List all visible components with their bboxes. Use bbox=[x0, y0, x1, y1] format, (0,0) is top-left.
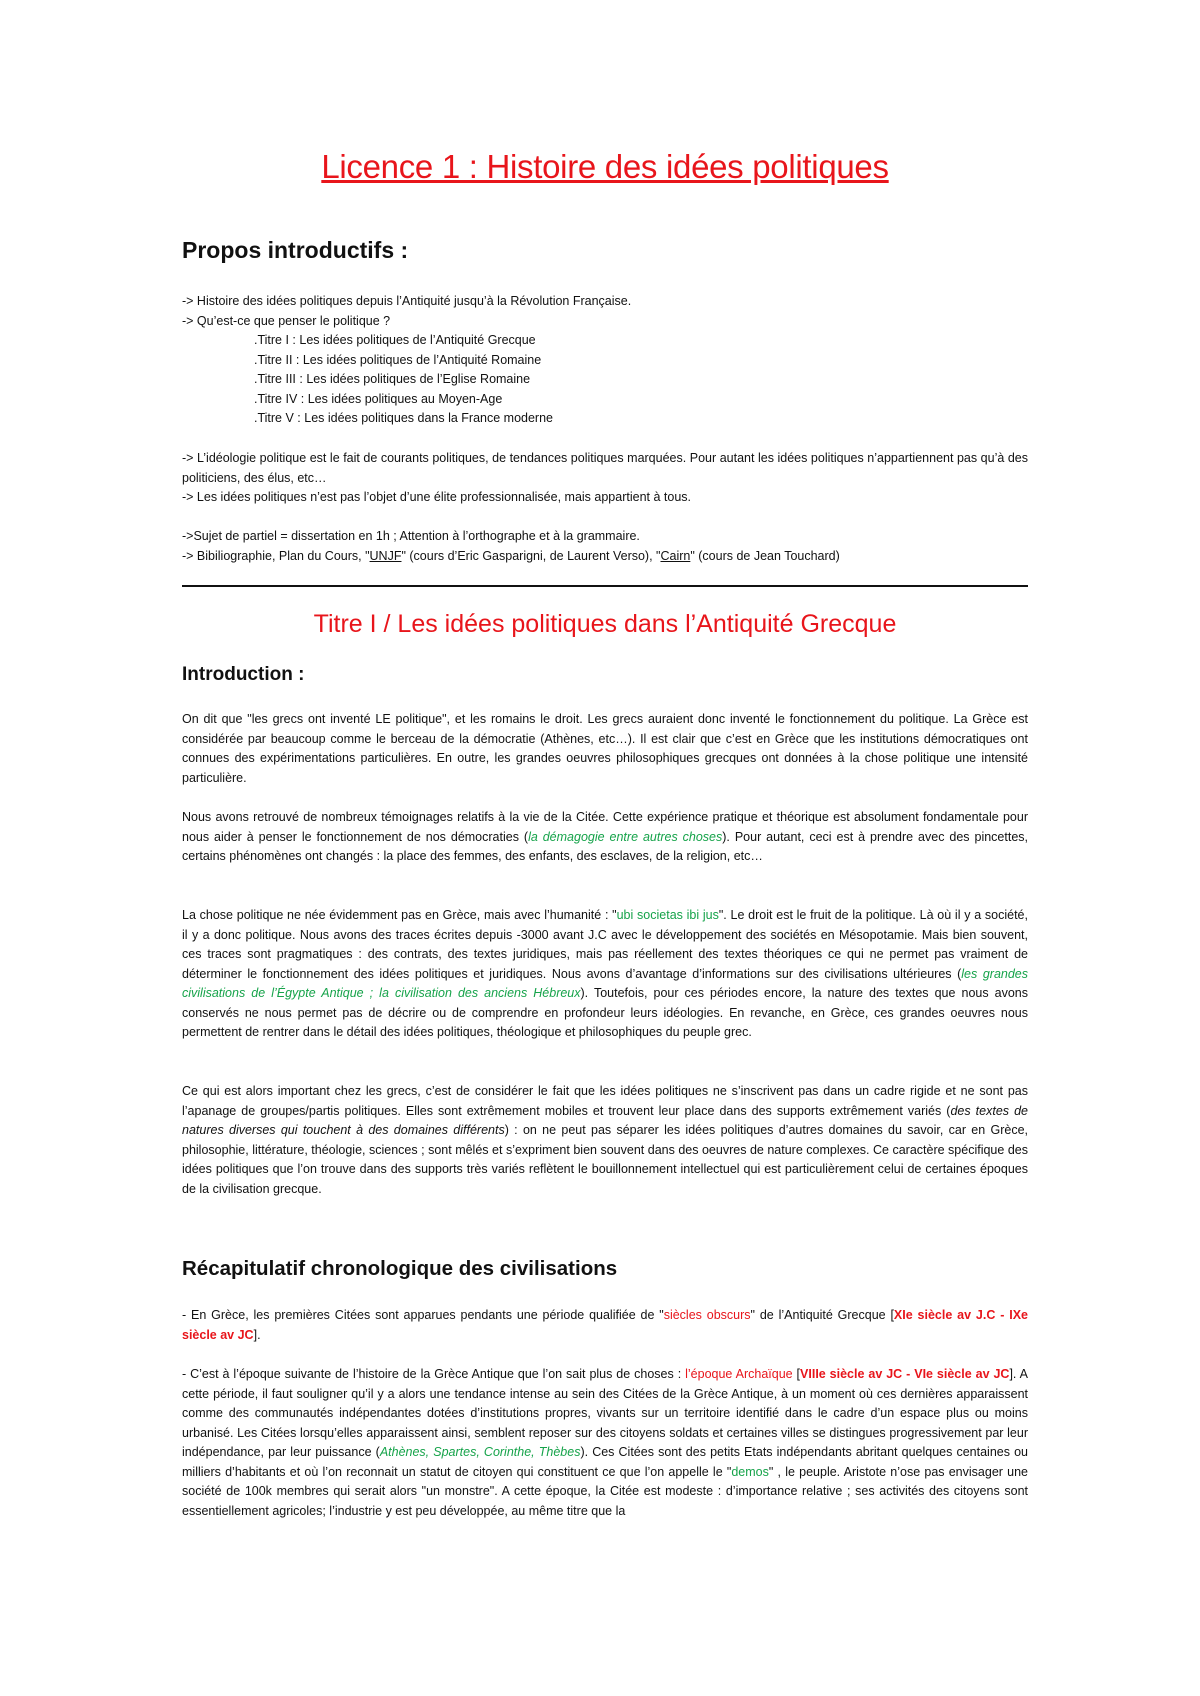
ideologie-block bbox=[182, 449, 1028, 508]
recap-heading: Récapitulatif chronologique des civilisations bbox=[182, 1257, 618, 1280]
highlight-text: les grandes civilisations de l’Égypte Antique ; la civilisation des anciens Hébreux bbox=[182, 966, 1028, 1000]
section-divider bbox=[182, 585, 1028, 587]
highlight-text: demos bbox=[731, 1464, 769, 1479]
latin-quote: ubi societas ibi jus bbox=[616, 908, 719, 922]
recap-paragraph-1: - En Grèce, les premières Citées sont apparues pendants une période qualifiée de "siècles obscurs" de l’Antiquité Grecque [XIe siècle av J.C - IXe siècle av JC]. bbox=[182, 1308, 1028, 1342]
highlight-text: Athènes, Spartes, Corinthe, Thèbes bbox=[379, 1445, 581, 1459]
titre-item: .Titre V : Les idées politiques dans la France moderne bbox=[254, 411, 553, 425]
highlight-red: l’époque Archaïque bbox=[685, 1367, 793, 1381]
date-range: XIe siècle av J.C - IXe siècle av JC bbox=[182, 1308, 1028, 1342]
italic-text: des textes de natures diverses qui touchent à des domaines différents bbox=[182, 1103, 1028, 1137]
cairn-link[interactable]: Cairn bbox=[660, 548, 691, 563]
recap-paragraph-2: - C’est à l’époque suivante de l’histoire de la Grèce Antique que l’on sait plus de choses : l’époque Archaïque [VIIIe siècle av JC - VIe siècle av JC]. A cette période, il faut souligner qu’il y a alors une tendance intense au sein des Citées de la Grèce Antique, à un moment où ces dernières apparaissent comme des communautés indépendantes dotées d’institutions propres, vivants sur un territoire identifié dans le cadre d’un espace plus ou moins urbanisé. Les Citées lorsqu’elles apparaissent ainsi, semblent reposer sur des citoyens soldats et certaines villes se distingues progressivement par leur indépendance, par leur puissance (Athènes, Spartes, Corinthe, Thèbes). Ces Citées sont des petits Etats indépendants abritant quelques centaines ou milliers d’habitants et où l’on reconnait un statut de citoyen qui constituent ce que l’on appelle le "demos" , le peuple. Aristote n’ose pas envisager une société de 100k membres qui serait alors "un monstre". A cette époque, la Citée est modeste : d’importance relative ; ses activités des citoyens sont essentiellement agricoles; l’industrie y est peu développée, au même titre que la bbox=[182, 1367, 1028, 1518]
propos-item: -> Histoire des idées politiques depuis l’Antiquité jusqu’à la Révolution Française. bbox=[182, 294, 632, 308]
highlight-text: la démagogie entre autres choses bbox=[528, 829, 723, 844]
titre-item: .Titre III : Les idées politiques de l’Eglise Romaine bbox=[254, 372, 531, 386]
course-info-block bbox=[182, 527, 1028, 566]
section-title: Titre I / Les idées politiques dans l’Antiquité Grecque bbox=[313, 610, 897, 638]
titre-item: .Titre IV : Les idées politiques au Moyen-Age bbox=[254, 391, 503, 406]
bibliography-line: -> Bibiliographie, Plan du Cours, "UNJF" (cours d’Eric Gasparigni, de Laurent Verso), "Cairn" (cours de Jean Touchard) bbox=[182, 548, 840, 563]
intro-paragraph-4: Ce qui est alors important chez les grecs, c’est de considérer le fait que les idées politiques ne s’inscrivent pas dans un cadre rigide et ne sont pas l’apanage de groupes/partis politiques. Elles sont extrêmement mobiles et trouvent leur place dans des supports extrêmement variés (des textes de natures diverses qui touchent à des domaines différents) : on ne peut pas séparer les idées politiques d’autres domaines du savoir, car en Grèce, philosophie, littérature, théologie, sciences ; sont mêlés et s’expriment bien souvent dans des oeuvres de nature complexes. Ce caractère spécifique des idées politiques que l’on trouve dans des supports très variés reflètent le bouillonnement intellectuel qui est particulièrement celui de certaines époques de la civilisation grecque. bbox=[182, 1084, 1029, 1196]
titre-item: .Titre I : Les idées politiques de l’Antiquité Grecque bbox=[254, 333, 536, 347]
ideologie-paragraph: -> Les idées politiques n’est pas l’objet d’une élite professionnalisée, mais appartient à tous. bbox=[182, 490, 691, 504]
introduction-heading: Introduction : bbox=[182, 664, 305, 685]
propos-heading: Propos introductifs : bbox=[182, 237, 409, 263]
document-title: Licence 1 : Histoire des idées politiques bbox=[321, 148, 889, 185]
intro-paragraph-1: On dit que "les grecs ont inventé LE politique", et les romains le droit. Les grecs auraient donc inventé le fonctionnement du politique. La Grèce est considérée par beaucoup comme le berceau de la démocratie (Athènes, etc…). Il est clair que c’est en Grèce que les institutions démocratiques ont connues des expérimentations particulières. En outre, les grandes oeuvres philosophiques grecques ont données à la chose politique une intensité particulière. bbox=[182, 712, 1028, 785]
unjf-link[interactable]: UNJF bbox=[369, 548, 402, 563]
partiel-line: ->Sujet de partiel = dissertation en 1h ; Attention à l’orthographe et à la grammaire. bbox=[182, 529, 640, 543]
highlight-red: siècles obscurs bbox=[663, 1308, 751, 1322]
propos-item: -> Qu’est-ce que penser le politique ? bbox=[182, 313, 391, 328]
ideologie-paragraph: -> L’idéologie politique est le fait de courants politiques, de tendances politiques marquées. Pour autant les idées politiques n’appartiennent pas qu’à des politiciens, des élus, etc… bbox=[182, 451, 1028, 485]
intro-paragraph-2: Nous avons retrouvé de nombreux témoignages relatifs à la vie de la Citée. Cette expérience pratique et théorique est absolument fondamentale pour nous aider à penser le fonctionnement de nos démocraties (la démagogie entre autres choses). Pour autant, ceci est à prendre avec des pincettes, certains phénomènes ont changés : la place des femmes, des enfants, des esclaves, de la religion, etc… bbox=[182, 810, 1028, 863]
intro-paragraph-3: La chose politique ne née évidemment pas en Grèce, mais avec l’humanité : "ubi societas ibi jus". Le droit est le fruit de la politique. Là où il y a société, il y a donc politique. Nous avons des traces écrites depuis -3000 avant J.C avec le développement des sociétés en Mésopotamie. Mais bien souvent, ces traces sont pragmatiques : des contrats, des textes juridiques, mais pas réellement des textes théoriques ce qui ne permet pas vraiment de déterminer le fonctionnement des idées politiques et juridiques. Nous avons d’avantage d’informations sur des civilisations ultérieures (les grandes civilisations de l’Égypte Antique ; la civilisation des anciens Hébreux). Toutefois, pour ces périodes encore, la nature des textes que nous avons conservés ne nous permet pas de décrire ou de comprendre en profondeur leurs idéologies. En revanche, en Grèce, ces grandes oeuvres nous permettent de rentrer dans le détail des idées politiques, théologique et philosophiques du peuple grec. bbox=[182, 908, 1028, 1039]
titre-item: .Titre II : Les idées politiques de l’Antiquité Romaine bbox=[254, 352, 542, 367]
propos-list bbox=[182, 292, 1028, 429]
date-range: VIIIe siècle av JC - VIe siècle av JC bbox=[800, 1367, 1010, 1381]
